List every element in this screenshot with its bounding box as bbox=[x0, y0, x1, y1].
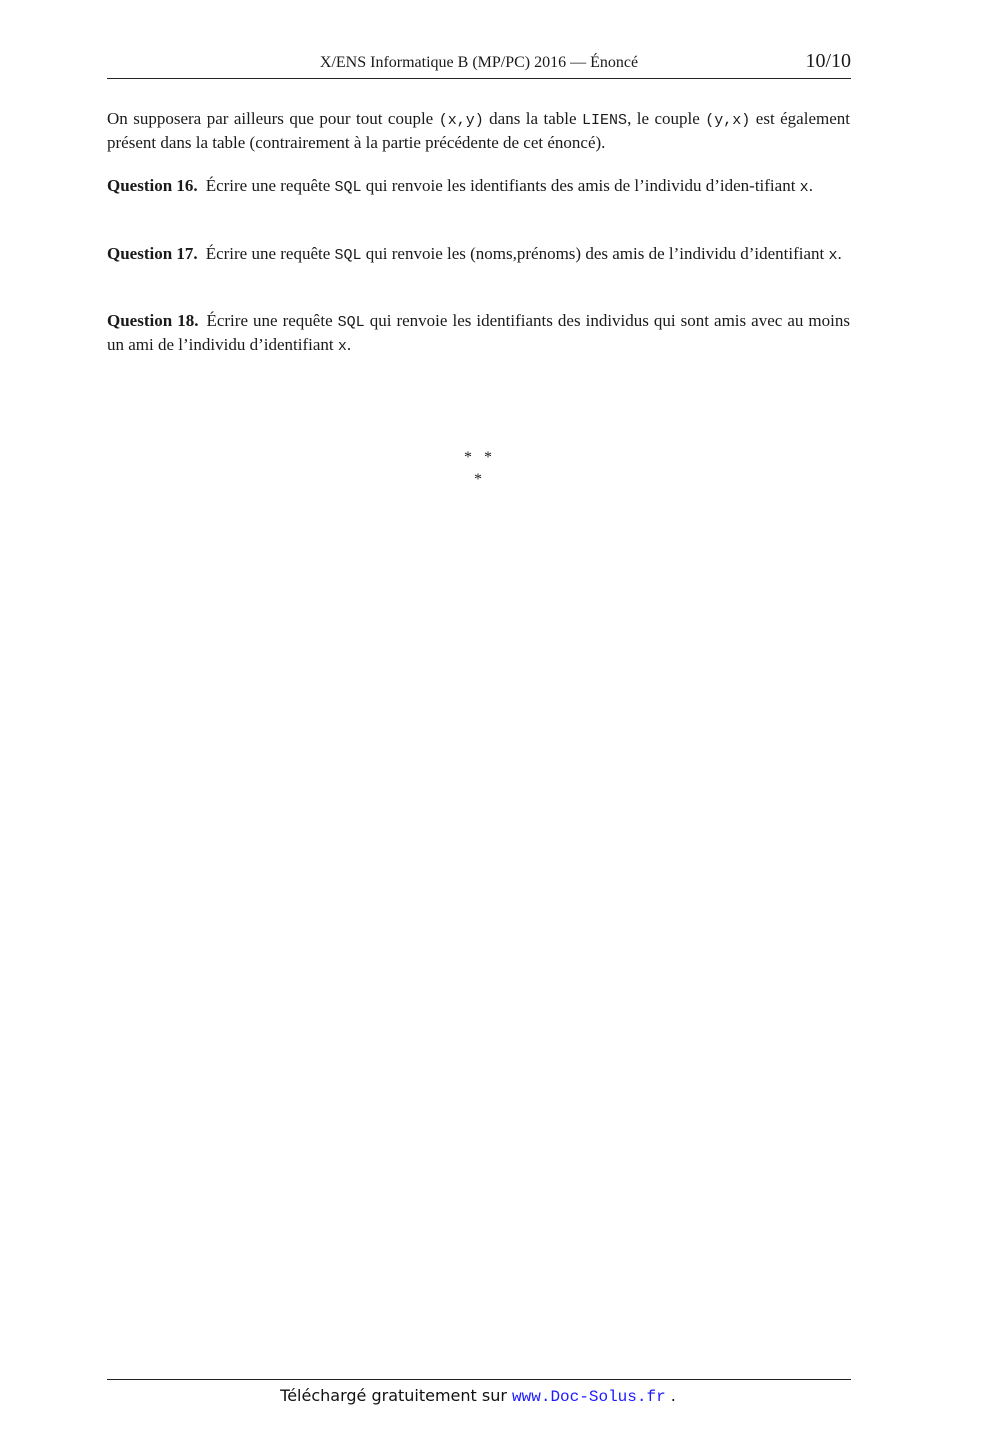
intro-text-2: dans la table bbox=[483, 109, 583, 128]
footer-link[interactable]: www.Doc-Solus.fr bbox=[512, 1388, 666, 1406]
question-text-1: Écrire une requête bbox=[206, 311, 338, 330]
question-16 bbox=[107, 175, 850, 199]
question-text-1: Écrire une requête bbox=[205, 244, 335, 263]
code-couple-yx: (y,x) bbox=[705, 112, 751, 129]
code-sql: SQL bbox=[334, 247, 362, 264]
end-marks-bottom: * bbox=[474, 471, 482, 488]
question-17 bbox=[107, 243, 850, 267]
footer-end: . bbox=[665, 1386, 676, 1405]
question-text-2: qui renvoie les identifiants des amis de l’individu d’iden-tifiant bbox=[361, 176, 800, 195]
question-label: Question 16. bbox=[107, 176, 198, 195]
question-text-2: qui renvoie les identifiants des individus qui sont amis avec au moins un ami de l’individu d’identifiant bbox=[107, 311, 850, 354]
end-marks-top: * * bbox=[464, 449, 492, 466]
page-header bbox=[107, 50, 851, 79]
page-footer bbox=[0, 1386, 956, 1406]
footer-text: Téléchargé gratuitement sur bbox=[280, 1386, 513, 1405]
code-table-liens: LIENS bbox=[582, 112, 628, 129]
intro-text-1: On supposera par ailleurs que pour tout couple bbox=[107, 109, 439, 128]
code-couple-xy: (x,y) bbox=[438, 112, 484, 129]
header-title: X/ENS Informatique B (MP/PC) 2016 — Énoncé bbox=[319, 54, 639, 71]
intro-text-4: est également présent dans la table (contrairement à la partie précédente de cet énoncé). bbox=[107, 109, 850, 152]
code-x: x bbox=[799, 179, 809, 196]
question-text-3: . bbox=[346, 335, 352, 354]
footer-divider bbox=[107, 1379, 851, 1380]
page-number: 10/10 bbox=[805, 50, 851, 72]
code-sql: SQL bbox=[334, 179, 362, 196]
intro-text-3: , le couple bbox=[627, 109, 706, 128]
question-text-3: . bbox=[808, 176, 813, 195]
code-x: x bbox=[828, 247, 838, 264]
question-text-1: Écrire une requête bbox=[205, 176, 335, 195]
question-text-2: qui renvoie les (noms,prénoms) des amis de l’individu d’identifiant bbox=[361, 244, 829, 263]
question-text-3: . bbox=[837, 244, 842, 263]
intro-paragraph bbox=[107, 108, 850, 154]
code-sql: SQL bbox=[337, 314, 365, 331]
question-label: Question 18. bbox=[107, 311, 199, 330]
question-18 bbox=[107, 310, 850, 358]
code-x: x bbox=[337, 338, 347, 355]
question-label: Question 17. bbox=[107, 244, 198, 263]
